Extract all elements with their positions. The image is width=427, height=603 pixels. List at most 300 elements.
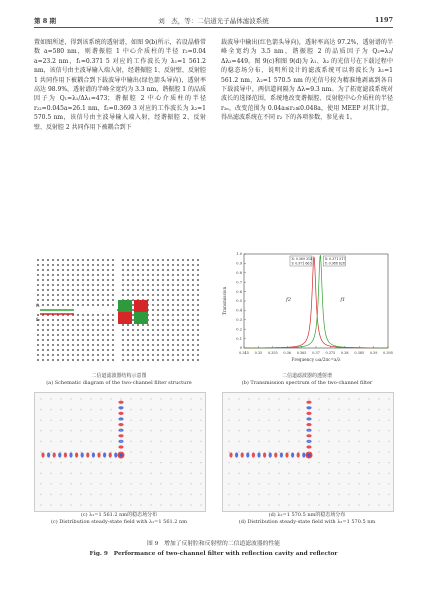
caption-c-en: (c) Distribution steady-state field with λ₁=1 561.2 nm <box>50 519 188 525</box>
rod <box>187 289 189 291</box>
rod <box>72 344 74 346</box>
rod <box>278 451 279 452</box>
rod <box>70 398 71 399</box>
rod <box>180 494 181 495</box>
rod <box>298 441 299 442</box>
rod <box>197 344 199 346</box>
cavity-field-core <box>119 453 122 456</box>
rod <box>97 304 99 306</box>
rod <box>97 259 99 261</box>
rod <box>288 409 289 410</box>
rod <box>60 441 61 442</box>
rod <box>192 264 194 266</box>
rod <box>77 274 79 276</box>
rod <box>152 324 154 326</box>
rod <box>60 494 61 495</box>
rod <box>42 264 44 266</box>
rod <box>60 462 61 463</box>
rod <box>77 269 79 271</box>
rod <box>147 284 149 286</box>
rod <box>170 420 171 421</box>
rod <box>130 441 131 442</box>
rod <box>177 334 179 336</box>
rod <box>258 462 259 463</box>
rod <box>140 462 141 463</box>
rod <box>162 349 164 351</box>
rod <box>177 294 179 296</box>
y-tick-label: 0.8 <box>236 271 242 275</box>
rod <box>142 294 144 296</box>
rod <box>62 339 64 341</box>
rod <box>47 319 49 321</box>
rod <box>52 284 54 286</box>
rod <box>62 304 64 306</box>
rod <box>132 319 134 321</box>
y-tick-label: 0.9 <box>236 261 242 266</box>
rod <box>100 462 101 463</box>
rod <box>142 269 144 271</box>
rod <box>80 451 81 452</box>
rod <box>172 274 174 276</box>
rod <box>132 304 134 306</box>
rod <box>162 324 164 326</box>
rod <box>112 354 114 356</box>
rod <box>238 441 239 442</box>
caption-d-en: (d) Distribution steady-state field with λ₂=1 570.5 nm <box>238 519 376 525</box>
rod <box>97 279 99 281</box>
field-lobe <box>241 452 244 457</box>
rod <box>90 430 91 431</box>
rod <box>318 462 319 463</box>
rod <box>72 279 74 281</box>
rod <box>57 299 59 301</box>
rod <box>182 259 184 261</box>
rod <box>197 359 199 361</box>
rod <box>77 329 79 331</box>
rod <box>52 354 54 356</box>
rod <box>167 314 169 316</box>
rod <box>187 359 189 361</box>
rod <box>177 354 179 356</box>
rod <box>92 349 94 351</box>
rod <box>102 354 104 356</box>
rod <box>132 324 134 326</box>
rod <box>190 420 191 421</box>
rod <box>187 274 189 276</box>
rod <box>200 420 201 421</box>
rod <box>122 274 124 276</box>
rod <box>160 473 161 474</box>
rod <box>72 324 74 326</box>
y-tick-label: 1.0 <box>236 252 242 257</box>
rod <box>358 441 359 442</box>
rod <box>318 409 319 410</box>
rod <box>52 279 54 281</box>
rod <box>197 284 199 286</box>
rod <box>170 483 171 484</box>
y-tick-label: 0.3 <box>236 318 242 322</box>
rod <box>278 462 279 463</box>
rod <box>190 473 191 474</box>
rod <box>102 304 104 306</box>
rod <box>107 264 109 266</box>
rod <box>112 359 114 361</box>
rod <box>142 324 144 326</box>
rod <box>97 269 99 271</box>
rod <box>90 483 91 484</box>
rod <box>132 334 134 336</box>
rod <box>87 269 89 271</box>
rod <box>187 349 189 351</box>
rod <box>160 494 161 495</box>
rod <box>52 339 54 341</box>
rod <box>62 334 64 336</box>
rod <box>122 344 124 346</box>
rod <box>120 398 121 399</box>
rod <box>238 430 239 431</box>
rod <box>120 462 121 463</box>
rod <box>107 334 109 336</box>
rod <box>107 269 109 271</box>
rod <box>368 473 369 474</box>
x-tick-label: 0.38 <box>341 351 349 355</box>
rod <box>388 430 389 431</box>
rod <box>162 304 164 306</box>
rod <box>152 319 154 321</box>
rod <box>197 309 199 311</box>
rod <box>177 359 179 361</box>
rod <box>57 319 59 321</box>
rod <box>167 339 169 341</box>
rod <box>37 339 39 341</box>
rod <box>182 334 184 336</box>
rod <box>187 299 189 301</box>
rod <box>182 289 184 291</box>
x-tick-label: 0.375 <box>325 351 336 355</box>
rod <box>177 269 179 271</box>
rod <box>52 294 54 296</box>
rod <box>182 329 184 331</box>
rod <box>87 304 89 306</box>
rod <box>348 441 349 442</box>
rod <box>107 299 109 301</box>
rod <box>258 398 259 399</box>
rod <box>37 279 39 281</box>
rod <box>328 451 329 452</box>
page-number: 1197 <box>374 16 393 24</box>
rod <box>152 294 154 296</box>
rod <box>228 451 229 452</box>
rod <box>180 504 181 505</box>
rod <box>298 409 299 410</box>
field-lobe <box>64 452 67 457</box>
rod <box>348 409 349 410</box>
rod <box>107 304 109 306</box>
rod <box>228 504 229 505</box>
rod <box>37 259 39 261</box>
rod <box>57 359 59 361</box>
x-tick-label: 0.345 <box>239 351 249 355</box>
rod <box>57 274 59 276</box>
rod <box>308 441 309 442</box>
rod <box>140 398 141 399</box>
x-tick-label: 0.39 <box>369 351 378 355</box>
rod <box>238 473 239 474</box>
rod <box>47 289 49 291</box>
rod <box>268 409 269 410</box>
rod <box>170 462 171 463</box>
rod <box>258 430 259 431</box>
field-lobe <box>81 452 84 457</box>
rod <box>388 441 389 442</box>
rod <box>92 289 94 291</box>
rod <box>368 483 369 484</box>
rod <box>147 264 149 266</box>
rod <box>157 349 159 351</box>
rod <box>268 398 269 399</box>
rod <box>298 483 299 484</box>
rod <box>140 430 141 431</box>
rod <box>192 359 194 361</box>
rod <box>157 354 159 356</box>
rod <box>142 339 144 341</box>
rod <box>100 504 101 505</box>
field-panel-d <box>222 392 394 512</box>
rod <box>368 494 369 495</box>
rod <box>180 409 181 410</box>
rod <box>182 279 184 281</box>
rod <box>137 344 139 346</box>
rod <box>80 420 81 421</box>
rod <box>318 398 319 399</box>
rod <box>102 299 104 301</box>
rod <box>82 339 84 341</box>
rod <box>107 279 109 281</box>
rod <box>328 441 329 442</box>
field-lobe <box>69 452 72 457</box>
rod <box>132 259 134 261</box>
schematic-figure <box>34 252 204 372</box>
rod <box>127 289 129 291</box>
rod <box>97 354 99 356</box>
field-lobe <box>114 452 117 457</box>
rod <box>328 462 329 463</box>
rod <box>122 329 124 331</box>
rod <box>42 289 44 291</box>
rod <box>172 354 174 356</box>
rod <box>167 264 169 266</box>
field-lobe <box>103 452 106 457</box>
rod <box>92 354 94 356</box>
rod <box>47 284 49 286</box>
field-lobe <box>47 452 50 457</box>
rod <box>100 420 101 421</box>
rod <box>50 462 51 463</box>
rod <box>298 420 299 421</box>
rod <box>182 269 184 271</box>
rod <box>132 274 134 276</box>
rod <box>162 319 164 321</box>
rod <box>190 409 191 410</box>
rod <box>338 494 339 495</box>
rod <box>268 504 269 505</box>
rod <box>160 441 161 442</box>
rod <box>228 473 229 474</box>
y-tick-label: 0.2 <box>236 327 242 332</box>
rod <box>102 329 104 331</box>
rod <box>60 409 61 410</box>
rod <box>97 339 99 341</box>
rod <box>97 349 99 351</box>
rod <box>122 264 124 266</box>
rod <box>62 284 64 286</box>
rod <box>228 441 229 442</box>
rod <box>278 409 279 410</box>
rod <box>172 329 174 331</box>
rod <box>248 494 249 495</box>
x-tick-label: 0.365 <box>296 351 307 355</box>
rod <box>72 264 74 266</box>
rod <box>87 259 89 261</box>
rod <box>67 344 69 346</box>
rod <box>248 504 249 505</box>
rod <box>378 451 379 452</box>
rod <box>82 334 84 336</box>
rod <box>338 473 339 474</box>
rod <box>172 304 174 306</box>
rod <box>258 483 259 484</box>
rod <box>132 284 134 286</box>
rod <box>228 398 229 399</box>
rod <box>288 451 289 452</box>
rod <box>160 409 161 410</box>
rod <box>338 451 339 452</box>
rod <box>57 329 59 331</box>
rod <box>60 430 61 431</box>
rod <box>90 398 91 399</box>
rod <box>177 289 179 291</box>
rod <box>348 462 349 463</box>
rod <box>107 274 109 276</box>
rod <box>42 284 44 286</box>
rod <box>62 274 64 276</box>
y-tick-label: 0 <box>239 346 242 351</box>
rod <box>67 299 69 301</box>
rod <box>150 462 151 463</box>
rod <box>127 349 129 351</box>
rod <box>197 339 199 341</box>
rod <box>288 473 289 474</box>
rod <box>157 329 159 331</box>
rod <box>142 344 144 346</box>
rod <box>40 451 41 452</box>
rod <box>200 462 201 463</box>
field-lobe <box>269 452 272 457</box>
rod <box>102 294 104 296</box>
rod <box>107 359 109 361</box>
rod <box>388 451 389 452</box>
rod <box>107 324 109 326</box>
rod <box>197 349 199 351</box>
data-tip-y: Y: 0.988 628 <box>324 261 345 266</box>
rod <box>167 279 169 281</box>
rod <box>67 264 69 266</box>
rod <box>80 409 81 410</box>
rod <box>100 473 101 474</box>
rod <box>140 420 141 421</box>
rod <box>298 473 299 474</box>
rod <box>177 279 179 281</box>
rod <box>192 314 194 316</box>
rod <box>80 494 81 495</box>
rod <box>82 284 84 286</box>
rod <box>162 344 164 346</box>
rod <box>388 494 389 495</box>
rod <box>132 264 134 266</box>
rod <box>182 264 184 266</box>
rod <box>92 279 94 281</box>
rod <box>187 344 189 346</box>
rod <box>192 324 194 326</box>
rod <box>167 334 169 336</box>
rod <box>197 329 199 331</box>
rod <box>157 264 159 266</box>
rod <box>180 420 181 421</box>
rod <box>127 284 129 286</box>
rod <box>92 344 94 346</box>
rod <box>100 494 101 495</box>
rod <box>278 494 279 495</box>
rod <box>87 349 89 351</box>
rod <box>97 344 99 346</box>
rod <box>358 420 359 421</box>
rod <box>137 284 139 286</box>
rod <box>90 504 91 505</box>
rod <box>107 259 109 261</box>
rod <box>127 274 129 276</box>
rod <box>157 299 159 301</box>
rod <box>57 294 59 296</box>
rod <box>338 483 339 484</box>
rod <box>152 269 154 271</box>
rod <box>92 264 94 266</box>
rod <box>60 451 61 452</box>
rod <box>137 289 139 291</box>
rod <box>192 289 194 291</box>
rod <box>140 473 141 474</box>
field-lobe <box>306 406 311 409</box>
rod <box>358 494 359 495</box>
rod <box>197 354 199 356</box>
rod <box>147 279 149 281</box>
rod <box>47 324 49 326</box>
rod <box>187 284 189 286</box>
rod <box>278 504 279 505</box>
rod <box>110 494 111 495</box>
rod <box>110 420 111 421</box>
rod <box>162 314 164 316</box>
rod <box>120 504 121 505</box>
rod <box>132 289 134 291</box>
rod <box>288 483 289 484</box>
rod <box>102 344 104 346</box>
caption-c-zh: (c) λ₁=1 561.2 nm的稳态场分布 <box>80 512 158 518</box>
rod <box>157 274 159 276</box>
rod <box>328 473 329 474</box>
rod <box>192 329 194 331</box>
rod <box>67 354 69 356</box>
rod <box>120 494 121 495</box>
